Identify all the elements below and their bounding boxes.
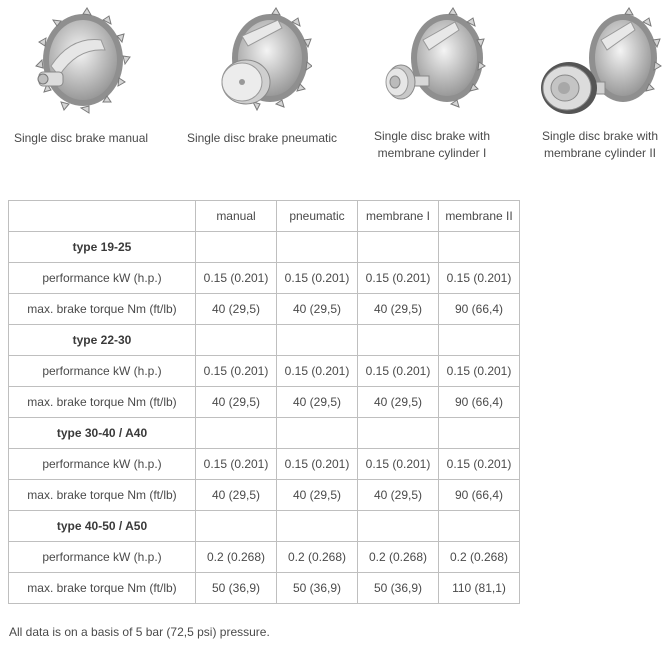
type-row	[9, 232, 520, 263]
table-header-cell: membrane II	[439, 201, 520, 232]
table-cell: 90 (66,4)	[439, 480, 520, 511]
table-cell: 0.15 (0.201)	[277, 263, 358, 294]
table-row	[9, 480, 520, 511]
table-cell: 0.2 (0.268)	[277, 542, 358, 573]
table-cell: 0.15 (0.201)	[196, 356, 277, 387]
table-row	[9, 294, 520, 325]
table-cell: 0.15 (0.201)	[277, 449, 358, 480]
product-caption: Single disc brake manual	[13, 131, 149, 145]
table-cell: 0.15 (0.201)	[358, 356, 439, 387]
table-cell: 0.15 (0.201)	[439, 263, 520, 294]
table-cell: 40 (29,5)	[196, 387, 277, 418]
disc-brake-membrane-1-image	[377, 0, 487, 120]
specification-table	[8, 200, 520, 604]
type-row	[9, 418, 520, 449]
table-row	[9, 542, 520, 573]
table-cell: 40 (29,5)	[358, 387, 439, 418]
table-row	[9, 449, 520, 480]
table-cell: 0.15 (0.201)	[358, 449, 439, 480]
disc-brake-manual-image	[31, 0, 131, 120]
product-membrane-2[interactable]	[533, 0, 667, 162]
product-membrane-1[interactable]	[364, 0, 500, 162]
table-row	[9, 387, 520, 418]
type-label: type 19-25	[9, 232, 196, 263]
table-cell: 0.2 (0.268)	[439, 542, 520, 573]
table-cell: 50 (36,9)	[196, 573, 277, 604]
type-label: type 40-50 / A50	[9, 511, 196, 542]
table-cell: 90 (66,4)	[439, 387, 520, 418]
table-cell: 0.15 (0.201)	[439, 356, 520, 387]
table-cell: 40 (29,5)	[196, 294, 277, 325]
row-label: performance kW (h.p.)	[9, 449, 196, 480]
row-label: performance kW (h.p.)	[9, 263, 196, 294]
type-label: type 22-30	[9, 325, 196, 356]
table-cell: 0.15 (0.201)	[196, 449, 277, 480]
row-label: performance kW (h.p.)	[9, 356, 196, 387]
product-caption: Single disc brake pneumatic	[186, 131, 338, 145]
row-label: performance kW (h.p.)	[9, 542, 196, 573]
type-row	[9, 325, 520, 356]
row-label: max. brake torque Nm (ft/lb)	[9, 387, 196, 418]
table-cell: 40 (29,5)	[358, 480, 439, 511]
table-header-row	[9, 201, 520, 232]
row-label: max. brake torque Nm (ft/lb)	[9, 294, 196, 325]
table-cell: 40 (29,5)	[277, 387, 358, 418]
product-gallery	[0, 0, 668, 180]
table-cell: 40 (29,5)	[277, 480, 358, 511]
table-row	[9, 356, 520, 387]
row-label: max. brake torque Nm (ft/lb)	[9, 480, 196, 511]
product-caption: Single disc brake with membrane cylinder I	[373, 129, 491, 160]
table-header-cell: pneumatic	[277, 201, 358, 232]
table-cell: 40 (29,5)	[196, 480, 277, 511]
table-row	[9, 263, 520, 294]
table-cell: 40 (29,5)	[358, 294, 439, 325]
table-cell: 0.15 (0.201)	[358, 263, 439, 294]
footnote: All data is on a basis of 5 bar (72,5 psi) pressure.	[9, 625, 270, 639]
table-cell: 110 (81,1)	[439, 573, 520, 604]
table-cell: 0.15 (0.201)	[439, 449, 520, 480]
table-cell: 90 (66,4)	[439, 294, 520, 325]
table-header-cell: manual	[196, 201, 277, 232]
type-row	[9, 511, 520, 542]
table-header-cell: membrane I	[358, 201, 439, 232]
table-cell: 40 (29,5)	[277, 294, 358, 325]
table-cell: 0.15 (0.201)	[277, 356, 358, 387]
table-cell: 0.2 (0.268)	[358, 542, 439, 573]
disc-brake-pneumatic-image	[212, 0, 312, 120]
table-cell: 50 (36,9)	[277, 573, 358, 604]
type-label: type 30-40 / A40	[9, 418, 196, 449]
table-cell: 50 (36,9)	[358, 573, 439, 604]
table-row	[9, 573, 520, 604]
product-caption: Single disc brake with membrane cylinder II	[541, 129, 659, 160]
row-label: max. brake torque Nm (ft/lb)	[9, 573, 196, 604]
disc-brake-membrane-2-image	[535, 0, 665, 120]
table-cell: 0.2 (0.268)	[196, 542, 277, 573]
product-pneumatic[interactable]	[184, 0, 340, 147]
table-cell: 0.15 (0.201)	[196, 263, 277, 294]
product-manual[interactable]	[10, 0, 152, 147]
table-header-cell	[9, 201, 196, 232]
